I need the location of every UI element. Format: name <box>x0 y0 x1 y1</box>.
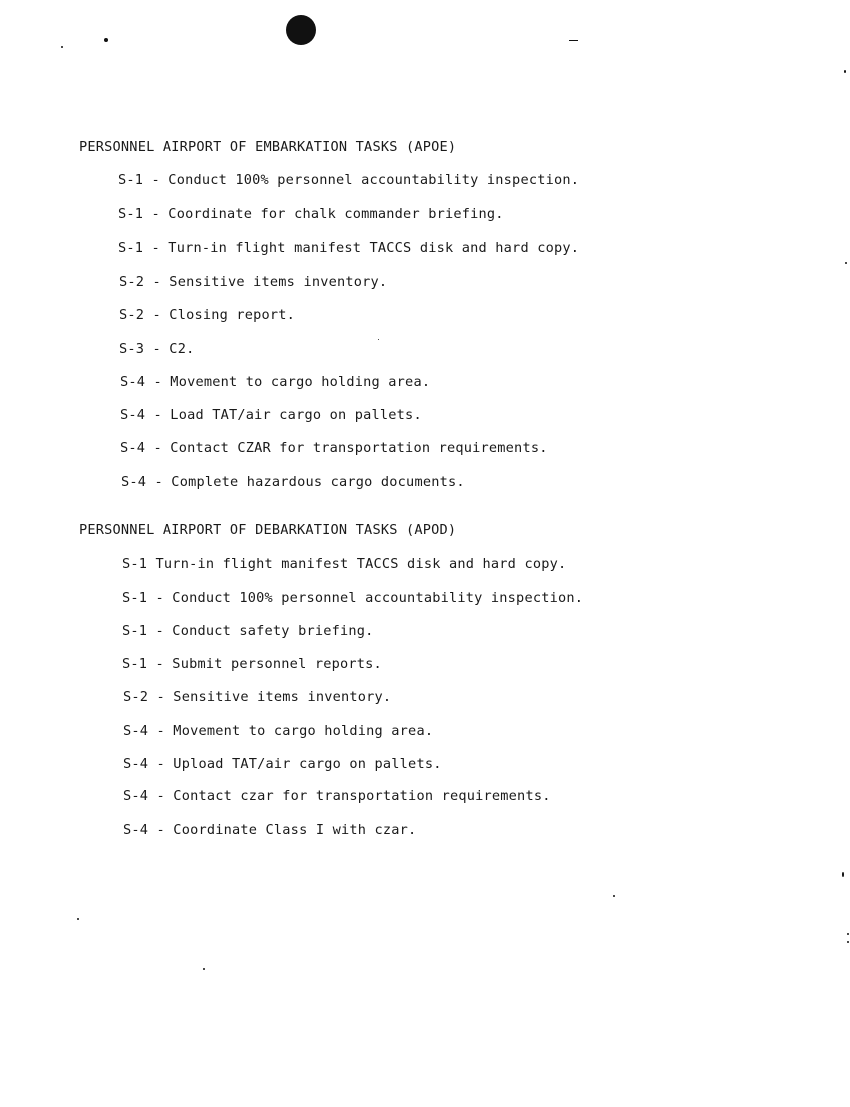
scan-speck <box>613 895 615 897</box>
task-item: S-2 - Sensitive items inventory. <box>123 689 392 705</box>
task-item: S-4 - Upload TAT/air cargo on pallets. <box>123 756 442 772</box>
apod-heading: PERSONNEL AIRPORT OF DEBARKATION TASKS (APOD) <box>79 522 457 538</box>
task-item: S-2 - Sensitive items inventory. <box>119 274 388 290</box>
task-item: S-1 - Turn-in flight manifest TACCS disk and hard copy. <box>118 240 580 256</box>
task-item: S-4 - Movement to cargo holding area. <box>120 374 431 390</box>
task-item: S-4 - Load TAT/air cargo on pallets. <box>120 407 422 423</box>
task-item: S-2 - Closing report. <box>119 307 296 323</box>
task-item: S-1 - Conduct safety briefing. <box>122 623 374 639</box>
task-item: S-1 - Conduct 100% personnel accountability inspection. <box>118 172 580 188</box>
scan-speck <box>61 46 63 48</box>
scan-speck <box>847 941 849 943</box>
scan-speck <box>847 933 849 935</box>
task-item: S-4 - Complete hazardous cargo documents. <box>121 474 465 490</box>
apoe-heading: PERSONNEL AIRPORT OF EMBARKATION TASKS (APOE) <box>79 139 457 155</box>
scan-speck <box>569 40 578 41</box>
task-item: S-1 - Submit personnel reports. <box>122 656 382 672</box>
task-item: S-1 - Conduct 100% personnel accountability inspection. <box>122 590 584 606</box>
scan-speck <box>104 38 108 42</box>
task-item: S-4 - Contact CZAR for transportation requirements. <box>120 440 548 456</box>
task-item: S-4 - Movement to cargo holding area. <box>123 723 434 739</box>
punch-hole-mark <box>286 15 316 45</box>
task-item: S-3 - C2. <box>119 341 195 357</box>
task-item: S-1 Turn-in flight manifest TACCS disk and hard copy. <box>122 556 567 572</box>
scan-speck <box>203 968 205 970</box>
scan-speck <box>842 872 844 877</box>
scan-speck <box>844 70 846 73</box>
task-item: S-4 - Coordinate Class I with czar. <box>123 822 417 838</box>
scan-speck <box>845 262 847 264</box>
task-item: S-1 - Coordinate for chalk commander briefing. <box>118 206 504 222</box>
scan-speck <box>378 339 379 340</box>
task-item: S-4 - Contact czar for transportation requirements. <box>123 788 551 804</box>
scan-speck <box>77 918 79 920</box>
